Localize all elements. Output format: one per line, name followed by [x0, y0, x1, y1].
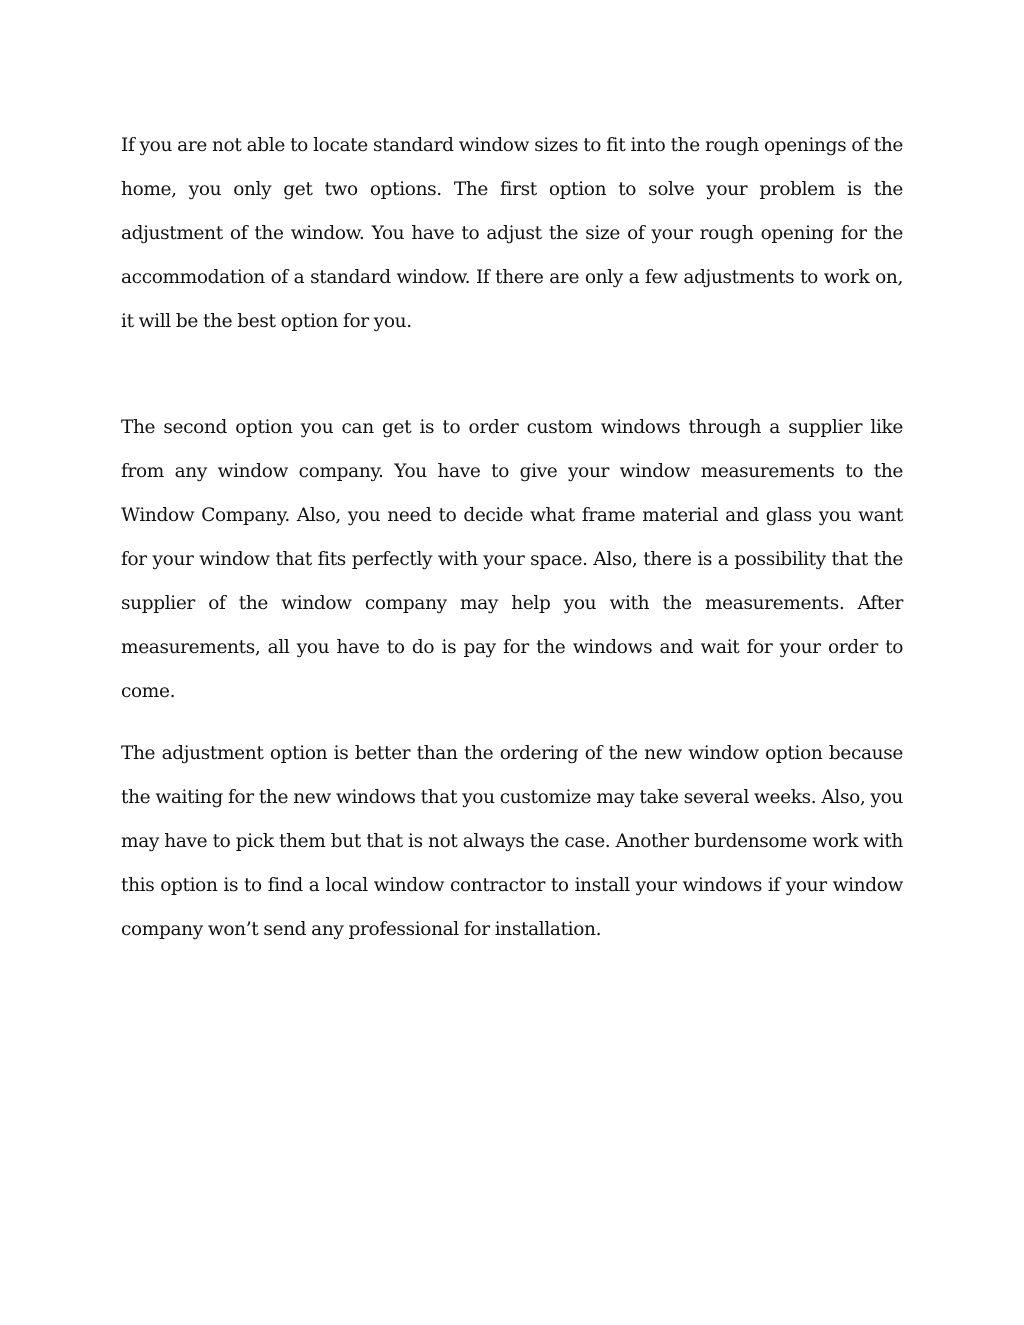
paragraph-adjustment-option: The adjustment option is better than the ordering of the new window option because the waiting for the new windows that you customize may take several weeks. Also, you may have to pick them but that is not always the case. Another burdensome work with this option is to find a local window contractor to install your windows if your window company won’t send any professional for installation. — [121, 743, 903, 940]
paragraph-custom-windows: The second option you can get is to order custom windows through a supplier like from any window company. You have to give your window measurements to the Window Company. Also, you need to decide what frame material and glass you want for your window that fits perfectly with your space. Also, there is a possibility that the supplier of the window company may help you with the measurements. After measurements, all you have to do is pay for the windows and wait for your order to come. — [121, 417, 903, 702]
paragraph-standard-window-sizes: If you are not able to locate standard window sizes to fit into the rough openings of the home, you only get two options. The first option to solve your problem is the adjustment of the window. You have to adjust the size of your rough opening for the accommodation of a standard window. If there are only a few adjustments to work on, it will be the best option for you. — [121, 135, 903, 332]
